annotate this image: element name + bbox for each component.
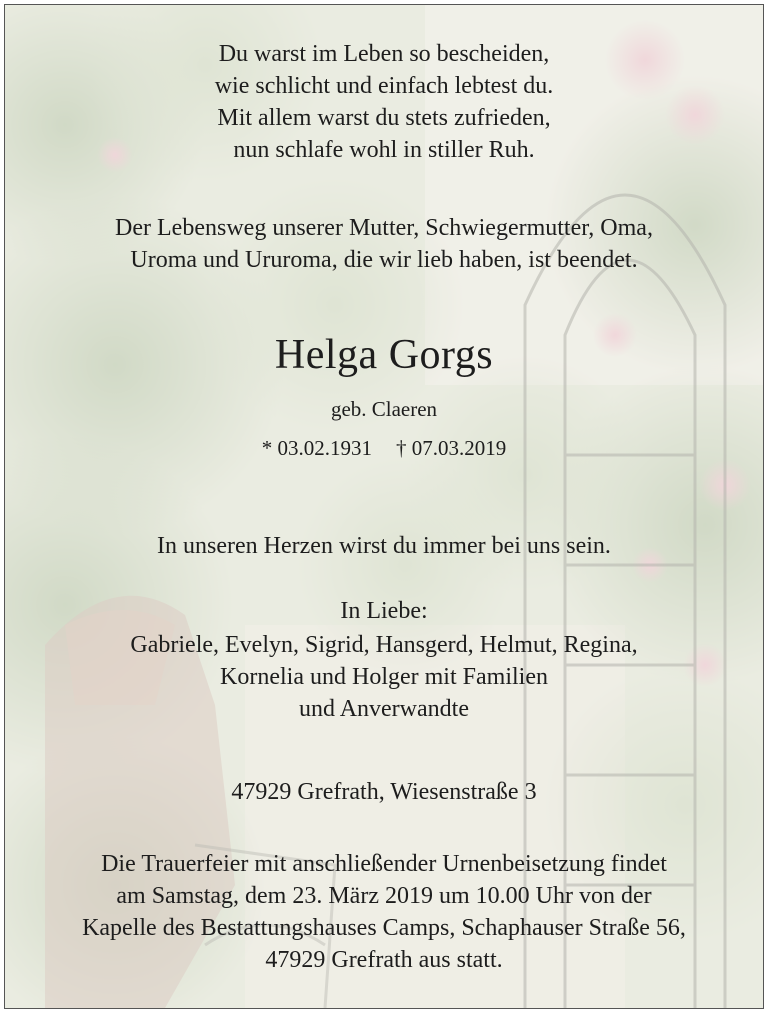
ceremony-line: Die Trauerfeier mit anschließender Urnenbeisetzung findet <box>101 851 667 877</box>
mourners-heading: In Liebe: <box>340 598 428 624</box>
intro-text <box>5 212 763 276</box>
poem-line: wie schlicht und einfach lebtest du. <box>214 73 554 99</box>
obituary-text <box>5 5 763 1008</box>
mourners-line: und Anverwandte <box>299 696 469 722</box>
ceremony-block <box>5 848 763 976</box>
ceremony-line: am Samstag, dem 23. März 2019 um 10.00 Uhr von der <box>116 883 652 909</box>
poem-line: nun schlafe wohl in stiller Ruh. <box>233 137 535 163</box>
life-dates <box>5 433 763 463</box>
maiden-name: geb. Claeren <box>330 397 438 421</box>
quote-block <box>5 530 763 562</box>
mourners-line: Kornelia und Holger mit Familien <box>220 664 548 690</box>
deceased-name: Helga Gorgs <box>274 332 494 378</box>
mourners-line: Gabriele, Evelyn, Sigrid, Hansgerd, Helmut, Regina, <box>130 632 638 658</box>
address: 47929 Grefrath, Wiesenstraße 3 <box>231 779 537 805</box>
maiden-name-block <box>5 394 763 424</box>
poem-line: Du warst im Leben so bescheiden, <box>218 41 550 67</box>
obituary-card <box>4 4 764 1009</box>
ceremony-line: 47929 Grefrath aus statt. <box>265 947 503 973</box>
poem-line: Mit allem warst du stets zufrieden, <box>217 105 551 131</box>
intro-line: Uroma und Ururoma, die wir lieb haben, ist beendet. <box>130 247 638 273</box>
deceased-name-block <box>5 330 763 380</box>
ceremony-line: Kapelle des Bestattungshauses Camps, Schaphauser Straße 56, <box>82 915 686 941</box>
mourners-block <box>5 595 763 725</box>
intro-line: Der Lebensweg unserer Mutter, Schwiegermutter, Oma, <box>115 215 653 241</box>
death-date: † 07.03.2019 <box>396 436 507 460</box>
birth-date: * 03.02.1931 <box>261 436 372 460</box>
address-block <box>5 776 763 808</box>
quote: In unseren Herzen wirst du immer bei uns sein. <box>157 533 611 559</box>
poem <box>5 38 763 166</box>
